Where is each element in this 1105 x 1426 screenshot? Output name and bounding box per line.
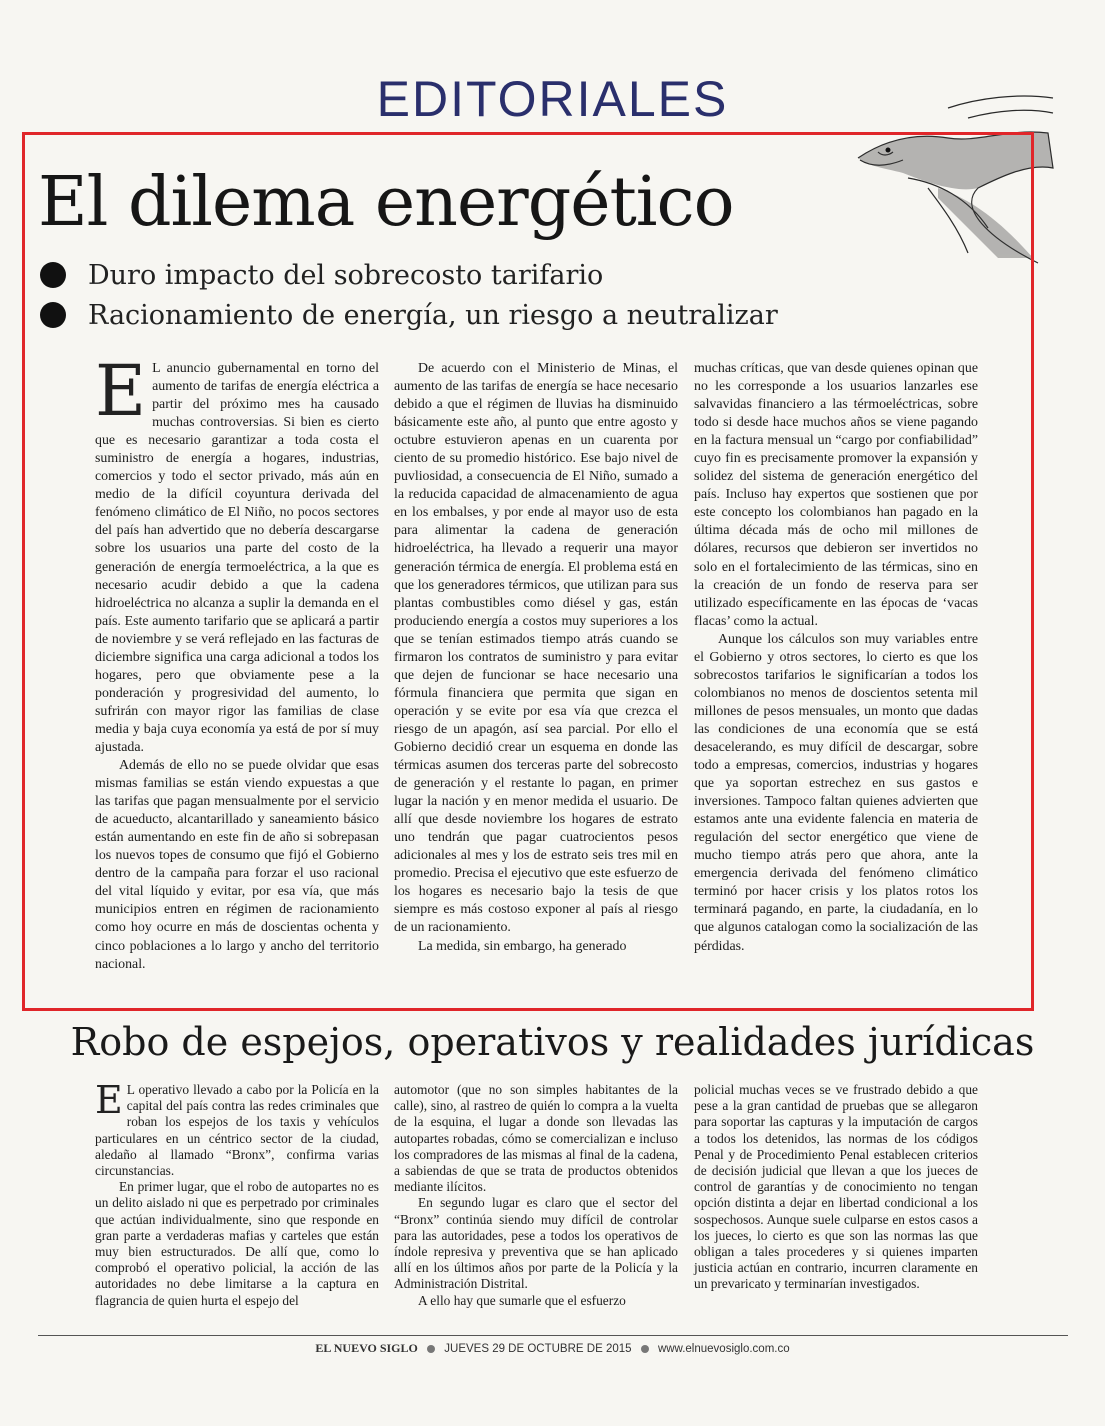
editorial-2-column-1 bbox=[95, 1078, 379, 1309]
separator-dot-icon bbox=[641, 1345, 649, 1353]
subhead-bullet bbox=[40, 296, 778, 334]
paragraph: E L operativo llevado a cabo por la Policía en la capital del país contra las redes criminales que roban los espejos de los taxis y vehículos particulares en un céntrico sector de la ciudad, aledaño al llamado “Bronx”, confirma varias circunstancias. bbox=[95, 1078, 379, 1179]
paragraph: policial muchas veces se ve frustrado debido a que pese a la gran cantidad de pruebas que se allegaron para soportar las capturas y la imputación de cargos a todos los detenidos, las normas de los códigos Penal y de Procedimiento Penal establecen criterios de decisión judicial que llevan a que los jueces de control de garantías y de conocimiento no tengan opción distinta a dejar en libertad condicional a los sospechosos. Aunque suele culparse en estos casos a los jueces, lo cierto es que son las normas las que obligan a tales procederes y si quienes imparten justicia actúan en contrario, incurren claramente en un prevaricato y terminarían investigados. bbox=[694, 1082, 978, 1292]
paragraph: Además de ello no se puede olvidar que esas mismas familias se están viendo expuestas a que las tarifas que pagan mensualmente por el servicio de acueducto, alcantarillado y saneamiento básico están aumentando en este fin de año si sobrepasan los nuevos topes de consumo que fijó el Gobierno dentro de la campaña para forzar el uso racional del vital líquido y evitar, por esa vía, que más municipios entren en régimen de racionamiento como hoy ocurre en más de doscientas ochenta y cinco poblaciones a lo largo y ancho del territorio nacional. bbox=[95, 758, 379, 972]
bullet-dot-icon bbox=[40, 302, 66, 328]
paragraph: E L anuncio gubernamental en torno del aumento de tarifas de energía eléctrica a partir del próximo mes ha causado muchas controversias. Si bien es cierto que es necesario garantizar a toda costa el suministro de energía a hogares, industrias, comercios y todo el sector privado, más aún en medio de la difícil coyuntura derivada del fenómeno climático de El Niño, no pocos sectores del país han advertido que no debería descargarse sobre los usuarios una parte del costo de la generación de energía termoeléctrica, a la que es necesario acudir debido a que la cadena hidroeléctrica no alcanza a suplir la demanda en el país. Este aumento tarifario que se aplicará a partir de noviembre y se verá reflejado en las facturas de diciembre significa una carga adicional a todos los hogares, pero que obviamente pese a la ponderación y progresividad del aumento, lo sufrirán con mayor rigor las familias de clase media y baja cuya economía ya está de por sí muy ajustada. bbox=[95, 350, 379, 755]
footer-date: JUEVES 29 DE OCTUBRE DE 2015 bbox=[444, 1343, 632, 1355]
footer-brand: EL NUEVO SIGLO bbox=[315, 1341, 418, 1355]
drop-cap: E bbox=[95, 350, 147, 432]
editorial-1-column-2 bbox=[394, 360, 678, 956]
section-title: EDITORIALES bbox=[376, 71, 729, 127]
footer-rule bbox=[38, 1335, 1068, 1336]
drop-cap: E bbox=[95, 1078, 123, 1122]
separator-dot-icon bbox=[427, 1345, 435, 1353]
editorial-1-subheads bbox=[40, 256, 778, 336]
page-footer bbox=[0, 1341, 1105, 1356]
footer-url: www.elnuevosiglo.com.co bbox=[657, 1343, 790, 1355]
editorial-2-column-2 bbox=[394, 1082, 678, 1309]
paragraph: Aunque los cálculos son muy variables entre el Gobierno y otros sectores, lo cierto es que los sobrecostos tarifarios le significarían a todos los colombianos no menos de doscientos setenta mil millones de pesos mensuales, un monto que dadas las condiciones de una economía que se está desacelerando, es muy difícil de descargar, sobre todo a empresas, comercios, industrias y hogares que ya soportan estrechez en sus gastos e inversiones. Tampoco faltan quienes advierten que estamos ante una evidente falencia en materia de regulación del sector energético que viene de mucho tiempo atrás pero que ahora, ante la emergencia derivada del fenómeno climático terminó por hacer crisis y los platos rotos los terminará pagando, en parte, la ciudadanía, en lo que algunos catalogan como la socialización de las pérdidas. bbox=[694, 631, 978, 954]
editorial-1-column-1 bbox=[95, 350, 379, 974]
paragraph: La medida, sin embargo, ha generado bbox=[418, 938, 627, 954]
paragraph: A ello hay que sumarle que el esfuerzo bbox=[418, 1292, 626, 1308]
bullet-dot-icon bbox=[40, 262, 66, 288]
subhead-bullet bbox=[40, 256, 778, 294]
paragraph: En segundo lugar es claro que el sector del “Bronx” continúa siendo muy difícil de controlar para las autoridades, pese a todos los operativos de índole represiva y preventiva que se han aplicado allí en los últimos años por parte de la Policía y la Administración Distrital. bbox=[394, 1195, 678, 1292]
subhead-text: Duro impacto del sobrecosto tarifario bbox=[88, 259, 604, 291]
editorial-1-title: El dilema energético bbox=[38, 163, 734, 242]
paragraph: En primer lugar, que el robo de autopartes no es un delito aislado ni que es perpetrado por criminales que actúan individualmente, sino que responde en gran parte a verdaderas mafias y carteles que están muy bien estructurados. De allí que, como lo comprobó el operativo policial, la acción de las autoridades no debe limitarse a la captura en flagrancia de quien hurta el espejo del bbox=[95, 1179, 379, 1308]
paragraph: muchas críticas, que van desde quienes opinan que no les corresponde a los usuarios lanzarles ese salvavidas financiero a las térmoeléctricas, sobre todo si desde hace muchos años se viene pagando en la factura mensual un “cargo por confiabilidad” cuyo fin es precisamente promover la expansión y solidez del sistema de generación energético del país. Incluso hay expertos que sostienen que por este concepto los colombianos han pagado en la última década más de ocho mil millones de dólares, recursos que debieron ser invertidos no solo en el fortalecimiento de las térmicas, sino en la creación de un fondo de reserva para ser utilizado específicamente en las épocas de ‘vacas flacas’ como la actual. bbox=[694, 361, 978, 629]
editorial-2-title: Robo de espejos, operativos y realidades jurídicas bbox=[70, 1020, 1035, 1064]
editorial-1-column-3 bbox=[694, 360, 978, 956]
editorial-2-column-3 bbox=[694, 1082, 978, 1293]
subhead-text: Racionamiento de energía, un riesgo a neutralizar bbox=[88, 299, 778, 331]
paragraph: automotor (que no son simples habitantes de la calle), sino, al rastreo de quién lo compra a la vuelta de la esquina, el lugar a donde son llevadas las autopartes robadas, cómo se comercializan e incluso los compradores de las mismas al final de la cadena, a sabiendas de que se trata de productos obtenidos mediante ilícitos. bbox=[394, 1082, 678, 1195]
paragraph: De acuerdo con el Ministerio de Minas, el aumento de las tarifas de energía se hace necesario debido a que el régimen de lluvias ha disminuido básicamente este año, al punto que entre agosto y octubre estuvieron apenas en un cuarenta por ciento de su promedio histórico. Ese bajo nivel de puvliosidad, a consecuencia de El Niño, sumado a la reducida capacidad de almacenamiento de agua en los embalses, y por ende al mayor uso de esta para alimentar la cadena de generación hidroeléctrica, ha llevado a requerir una mayor generación térmica de energía. El problema está en que los generadores térmicos, que utilizan para sus plantas combustibles como diésel y gas, están produciendo energía a costos muy superiores a los que se tenían estimados tiempo atrás cuando se firmaron los contratos de suministro y para evitar que dejen de funcionar se hace necesario una fórmula financiera que permita que sigan en operación y se evite por esa vía que crezca el riesgo de un apagón, así sea parcial. Por ello el Gobierno decidió crear un esquema en donde las térmicas asumen dos terceras parte del sobrecosto de generación y el restante lo pagan, en primer lugar la nación y en menor medida el usuario. De allí que desde noviembre los hogares de estrato uno tendrán que pagar cuatrocientos pesos adicionales al mes y los de estrato seis tres mil en promedio. Precisa el ejecutivo que este esfuerzo de los hogares es necesario bajo la tesis de que siempre es más costoso exponer al país al riesgo de un racionamiento. bbox=[394, 361, 678, 936]
